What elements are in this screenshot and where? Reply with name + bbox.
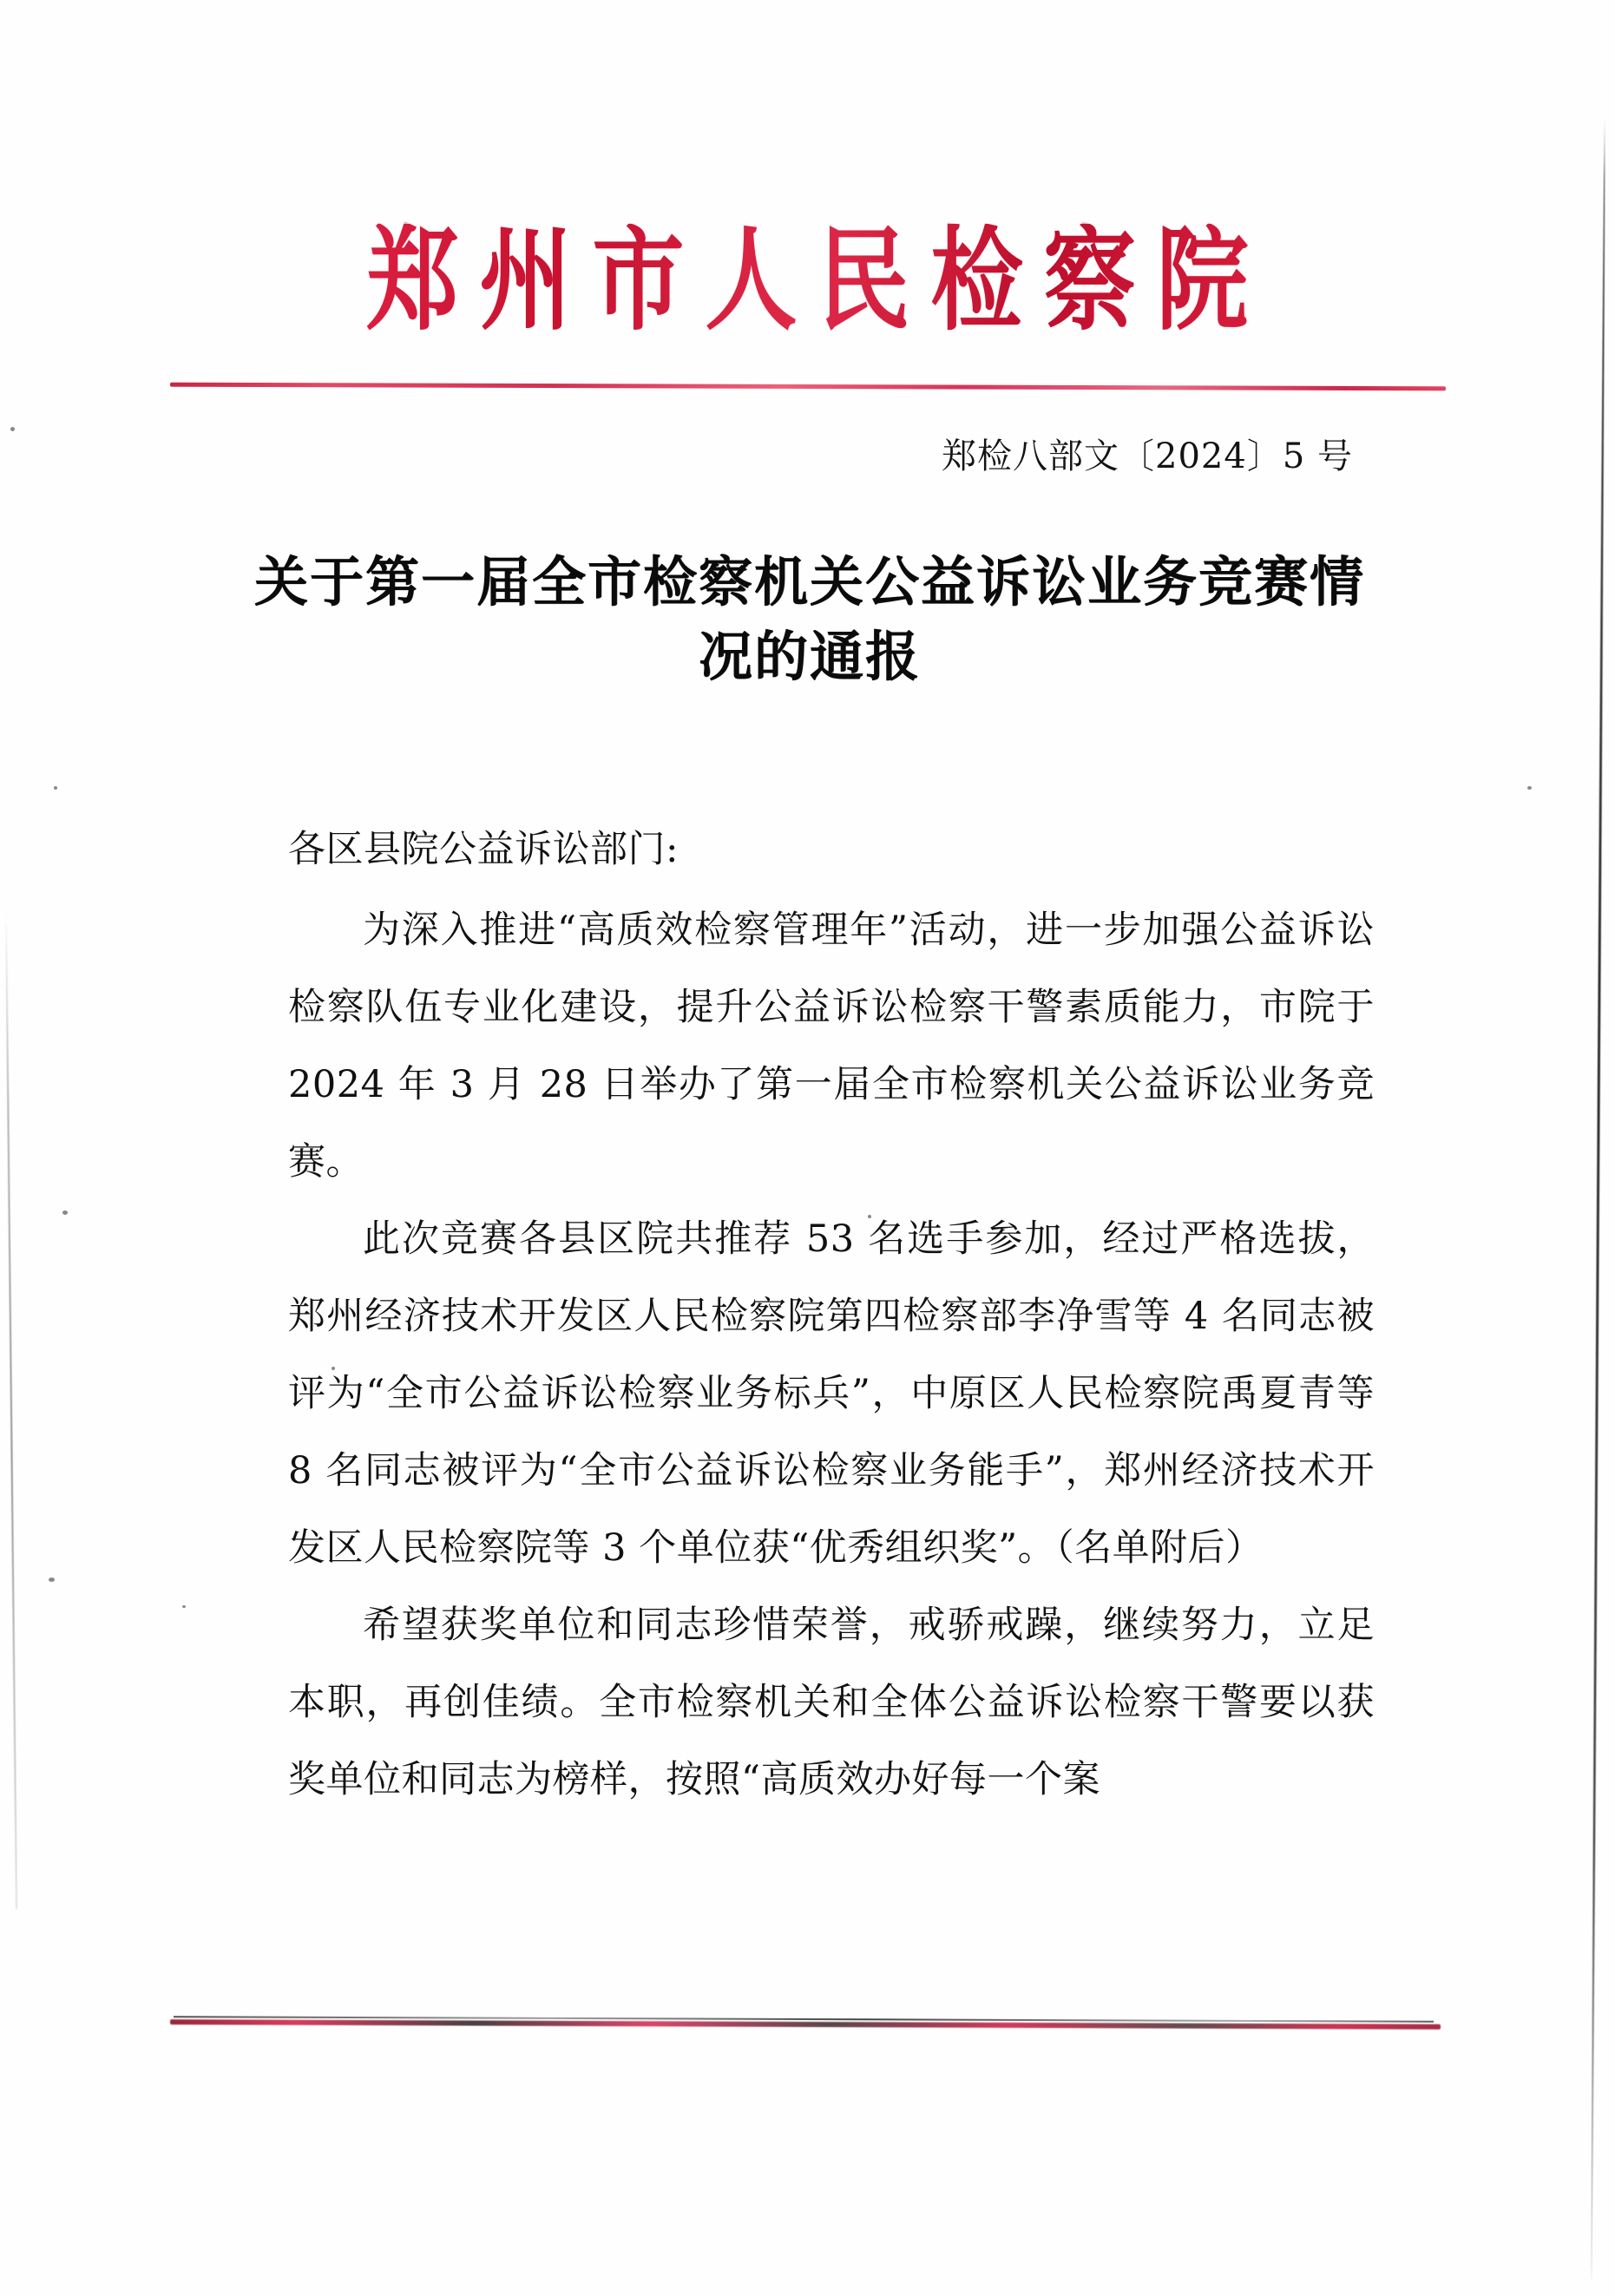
salutation: 各区县院公益诉讼部门: bbox=[288, 828, 679, 871]
document-number: 郑检八部文〔2024〕5 号 bbox=[942, 436, 1353, 476]
scan-edge-left-artifact bbox=[5, 911, 17, 1909]
scan-speck bbox=[54, 786, 57, 790]
page-title: 关于第一届全市检察机关公益诉讼业务竞赛情况的通报 bbox=[253, 550, 1365, 688]
scan-speck bbox=[1527, 786, 1532, 790]
red-separator-rule-top bbox=[170, 383, 1446, 391]
scan-speck bbox=[49, 1578, 55, 1582]
scan-speck bbox=[62, 1210, 68, 1215]
letterhead bbox=[0, 213, 1615, 346]
body-paragraph-1: 为深入推进“高质效检察管理年”活动，进一步加强公益诉讼检察队伍专业化建设，提升公益诉讼检察干警素质能力，市院于 2024 年 3 月 28 日举办了第一届全市检察机关公益诉讼业务竞赛。 bbox=[288, 909, 1375, 1184]
letterhead-title: 郑州市人民检察院 bbox=[346, 224, 1270, 336]
document-body bbox=[288, 811, 1375, 1819]
scan-edge-right-artifact bbox=[1590, 113, 1605, 2282]
body-paragraph-3: 希望获奖单位和同志珍惜荣誉，戒骄戒躁，继续努力，立足本职，再创佳绩。全市检察机关和全体公益诉讼检察干警要以获奖单位和同志为榜样，按照“高质效办好每一个案 bbox=[288, 1604, 1375, 1801]
scan-speck bbox=[182, 1605, 186, 1608]
body-paragraph-2: 此次竞赛各县区院共推荐 53 名选手参加，经过严格选拔，郑州经济技术开发区人民检察院第四检察部李净雪等 4 名同志被评为“全市公益诉讼检察业务标兵”，中原区人民检察院禹夏青等 8 名同志被评为“全市公益诉讼检察业务能手”，郑州经济技术开发区人民检察院等 3 个单位获“优秀组织奖”。（名单附后） bbox=[288, 1217, 1375, 1570]
